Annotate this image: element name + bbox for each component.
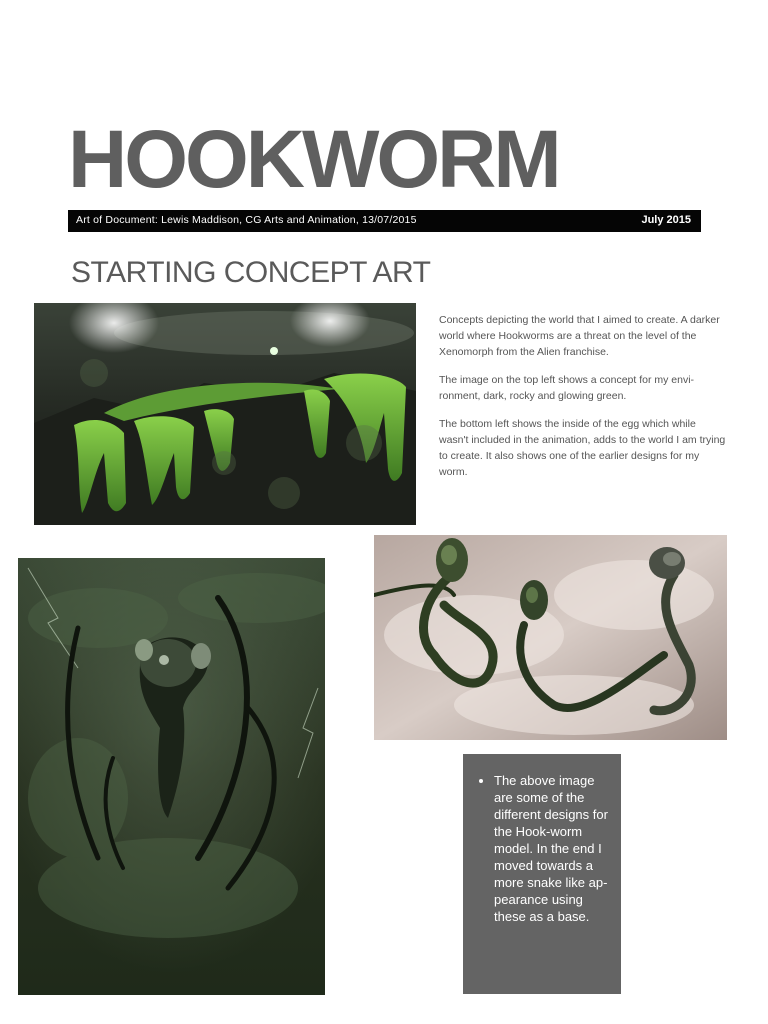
- hookworm-designs-image: [374, 535, 727, 740]
- intro-paragraph: The bottom left shows the inside of the egg which while wasn't included in the animation, adds to the world I am trying to create. It also shows one of the earlier designs for my worm.: [439, 418, 726, 478]
- section-heading: STARTING CONCEPT ART: [71, 256, 431, 289]
- document-title: HOOKWORM: [68, 114, 559, 205]
- intro-text: [439, 312, 727, 492]
- design-note-box: [463, 754, 621, 994]
- header-banner: [68, 210, 701, 232]
- environment-concept-image: [34, 303, 416, 525]
- design-note: • The above image are some of the different designs for the Hook-worm model. In the end I moved towards a more snake like ap-pearance using these as a base.: [494, 772, 611, 925]
- intro-paragraph: The image on the top left shows a concept for my envi-ronment, dark, rocky and glowing green.: [439, 374, 695, 402]
- intro-paragraph: Concepts depicting the world that I aimed to create. A darker world where Hookworms are a threat on the level of the Xenomorph from the Alien franchise.: [439, 314, 720, 358]
- issue-date: July 2015: [641, 214, 691, 226]
- egg-concept-image: [18, 558, 325, 995]
- author-credit: Art of Document: Lewis Maddison, CG Arts and Animation, 13/07/2015: [76, 214, 417, 226]
